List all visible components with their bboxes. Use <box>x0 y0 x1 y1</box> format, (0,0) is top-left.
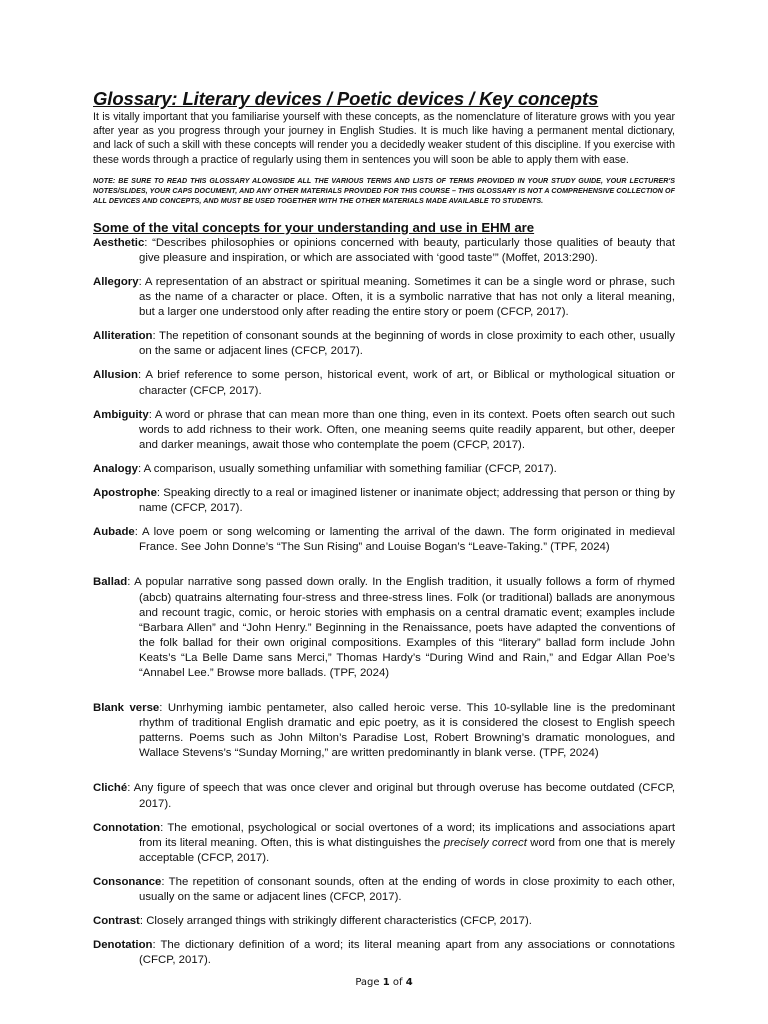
glossary-entry-connotation: Connotation: The emotional, psychological or social overtones of a word; its implications and associations apart from its literal meaning. Often, this is what distinguishes the precisely correct word from one that is merely acceptable (CFCP, 2017). <box>93 821 676 864</box>
page-footer: Page 1 of 4 <box>355 977 413 988</box>
section-heading: Some of the vital concepts for your understanding and use in EHM are <box>93 219 535 235</box>
glossary-entry-contrast: Contrast: Closely arranged things with strikingly different characteristics (CFCP, 2017). <box>93 915 532 928</box>
glossary-entry-aesthetic: Aesthetic: “Describes philosophies or opinions concerned with beauty, particularly those qualities of beauty that give pleasure and inspiration, or which are associated with ‘good taste’” (Moffet, 2013:290). <box>93 236 675 264</box>
glossary-entry-ballad: Ballad: A popular narrative song passed down orally. In the English tradition, it usually follows a form of rhymed (abcb) quatrains alternating four-stress and three-stress lines. Folk (or traditional) ballads are anonymous and recount tragic, comic, or heroic stories with emphasis on a central dramatic event; examples include “Barbara Allen” and “John Henry.” Beginning in the Renaissance, poets have adapted the conventions of the folk ballad for their own original compositions. Examples of this “literary” ballad form include John Keats’s “La Belle Dame sans Merci,” Thomas Hardy’s “During Wind and Rain,” and Edgar Allan Poe’s “Annabel Lee.” Browse more ballads. (TPF, 2024) <box>93 576 675 679</box>
entry-term: Aesthetic <box>93 236 145 249</box>
entry-term: Blank verse <box>93 702 160 715</box>
page-number-current: 1 <box>382 977 390 988</box>
entry-term: Connotation <box>93 821 161 834</box>
entry-term: Ballad <box>93 576 128 589</box>
glossary-entry-allegory: Allegory: A representation of an abstract or spiritual meaning. Sometimes it can be a single word or phrase, such as the name of a character or place. Often, it is a symbolic narrative that has not only a literal meaning, but a larger one understood only after reading the entire story or poem (CFCP, 2017). <box>93 276 675 319</box>
entry-definition: word from one that is merely acceptable (CFCP, 2017). <box>139 836 676 864</box>
entry-definition: A love poem or song welcoming or lamenting the arrival of the dawn. The form originated in medieval France. See John Donne’s “The Sun Rising” and Louise Bogan’s “Leave-Taking.” (TPF, 2024) <box>139 526 675 554</box>
document-page <box>93 88 675 968</box>
glossary-entry-aubade: Aubade: A love poem or song welcoming or lamenting the arrival of the dawn. The form originated in medieval France. See John Donne’s “The Sun Rising” and Louise Bogan’s “Leave-Taking.” (TPF, 2024) <box>93 526 675 554</box>
entry-definition: Closely arranged things with strikingly different characteristics (CFCP, 2017). <box>146 915 532 928</box>
entry-definition: The emotional, psychological or social overtones of a word; its implications and associations apart from its literal meaning. Often, this is what distinguishes the <box>139 821 676 849</box>
entry-definition: A brief reference to some person, historical event, work of art, or Biblical or mythological situation or character (CFCP, 2017). <box>139 369 675 397</box>
glossary-entry-ambiguity: Ambiguity: A word or phrase that can mean more than one thing, even in its context. Poets often search out such words to add richness to their work. Often, one meaning seems quite readily apparent, but other, deeper and darker meanings, await those who contemplate the poem (CFCP, 2017). <box>93 408 676 451</box>
glossary-entry-consonance: Consonance: The repetition of consonant sounds, often at the ending of words in close proximity to each other, usually on the same or adjacent lines (CFCP, 2017). <box>93 875 676 903</box>
note-paragraph: NOTE: BE SURE TO READ THIS GLOSSARY ALONGSIDE ALL THE VARIOUS TERMS AND LISTS OF TERMS PROVIDED IN YOUR STUDY GUIDE, YOUR LECTURER'S NOTES/SLIDES, YOUR CAPS DOCUMENT, AND ANY OTHER MATERIALS PROVIDED FOR THIS COURSE – THIS GLOSSARY IS NOT A COMPREHENSIVE COLLECTION OF ALL DEVICES AND CONCEPTS, AND MUST BE USED TOGETHER WITH THE OTHER MATERIALS MADE AVAILABLE TO STUDENTS. <box>93 176 675 205</box>
entry-definition: The dictionary definition of a word; its literal meaning apart from any associations or connotations (CFCP, 2017). <box>139 939 675 967</box>
entry-term: Allusion <box>93 369 138 382</box>
entry-definition: Unrhyming iambic pentameter, also called heroic verse. This 10-syllable line is the predominant rhythm of traditional English dramatic and epic poetry, as it is considered the closest to English speech patterns. Poems such as John Milton’s Paradise Lost, Robert Browning’s dramatic monologues, and Wallace Stevens’s “Sunday Morning,” are written predominantly in blank verse. (TPF, 2024) <box>139 702 675 760</box>
entry-term: Apostrophe <box>93 487 157 500</box>
entry-definition: A popular narrative song passed down orally. In the English tradition, it usually follows a form of rhymed (abcb) quatrains alternating four-stress and three-stress lines. Folk (or traditional) ballads are anonymous and recount tragic, comic, or heroic stories with emphasis on a central dramatic event; examples include “Barbara Allen” and “John Henry.” Beginning in the Renaissance, poets have adapted the conventions of the folk ballad for their own original compositions. Examples of this “literary” ballad form include John Keats’s “La Belle Dame sans Merci,” Thomas Hardy’s “During Wind and Rain,” and Edgar Allan Poe’s “Annabel Lee.” Browse more ballads. (TPF, 2024) <box>134 576 675 679</box>
entry-definition: The repetition of consonant sounds, often at the ending of words in close proximity to each other, usually on the same or adjacent lines (CFCP, 2017). <box>139 875 676 903</box>
entry-definition: A representation of an abstract or spiritual meaning. Sometimes it can be a single word or phrase, such as the name of a character or place. Often, it is a symbolic narrative that has not only a literal meaning, but a larger one understood only after reading the entire story or poem (CFCP, 2017). <box>139 276 675 319</box>
intro-paragraph: It is vitally important that you familiarise yourself with these concepts, as the nomenclature of literature grows with you year after year as you progress through your journey in English Studies. It is much like having a permanent mental dictionary, and lack of such a skill with these concepts will render you a decidedly weaker student of this discipline. If you exercise with these words through a practice of regularly using them in sentences you will soon be able to apply them with ease. <box>93 111 675 166</box>
entry-term: Cliché <box>93 782 128 795</box>
entry-term: Denotation <box>93 939 153 952</box>
entry-definition-emphasis: precisely correct <box>443 836 527 849</box>
entry-definition: A word or phrase that can mean more than one thing, even in its context. Poets often search out such words to add richness to their work. Often, one meaning seems quite readily apparent, but other, deeper and darker meanings, await those who contemplate the poem (CFCP, 2017). <box>139 408 676 451</box>
entry-definition: Any figure of speech that was once clever and original but through overuse has become outdated (CFCP, 2017). <box>133 782 675 810</box>
glossary-entry-cliche: Cliché: Any figure of speech that was once clever and original but through overuse has become outdated (CFCP, 2017). <box>93 782 675 810</box>
entry-definition: A comparison, usually something unfamiliar with something familiar (CFCP, 2017). <box>143 462 557 475</box>
entry-definition: The repetition of consonant sounds at the beginning of words in close proximity to each other, usually on the same or adjacent lines (CFCP, 2017). <box>139 330 675 358</box>
entry-term: Aubade <box>93 526 135 539</box>
entry-term: Consonance <box>93 875 162 888</box>
entry-term: Ambiguity <box>93 408 149 421</box>
page-title: Glossary: Literary devices / Poetic devices / Key concepts <box>93 88 599 109</box>
page-number-total: 4 <box>405 977 413 988</box>
entry-definition: “Describes philosophies or opinions concerned with beauty, particularly those qualities of beauty that give pleasure and inspiration, or which are associated with ‘good taste’” (Moffet, 2013:290). <box>139 236 675 264</box>
entry-term: Contrast <box>93 915 140 928</box>
glossary-entry-blank-verse: Blank verse: Unrhyming iambic pentameter, also called heroic verse. This 10-syllable line is the predominant rhythm of traditional English dramatic and epic poetry, as it is considered the closest to English speech patterns. Poems such as John Milton’s Paradise Lost, Robert Browning’s dramatic monologues, and Wallace Stevens’s “Sunday Morning,” are written predominantly in blank verse. (TPF, 2024) <box>93 702 675 760</box>
entry-definition: Speaking directly to a real or imagined listener or inanimate object; addressing that person or thing by name (CFCP, 2017). <box>139 487 675 515</box>
glossary-entry-denotation: Denotation: The dictionary definition of a word; its literal meaning apart from any associations or connotations (CFCP, 2017). <box>93 939 675 967</box>
glossary-entry-allusion: Allusion: A brief reference to some person, historical event, work of art, or Biblical or mythological situation or character (CFCP, 2017). <box>93 369 675 397</box>
entry-term: Allegory <box>93 276 139 288</box>
glossary-entry-alliteration: Alliteration: The repetition of consonant sounds at the beginning of words in close proximity to each other, usually on the same or adjacent lines (CFCP, 2017). <box>93 330 675 358</box>
entry-term: Alliteration <box>93 330 153 343</box>
entry-term: Analogy <box>93 462 138 475</box>
glossary-entry-analogy: Analogy: A comparison, usually something unfamiliar with something familiar (CFCP, 2017). <box>93 462 557 475</box>
glossary-entry-apostrophe: Apostrophe: Speaking directly to a real or imagined listener or inanimate object; addressing that person or thing by name (CFCP, 2017). <box>93 487 675 515</box>
